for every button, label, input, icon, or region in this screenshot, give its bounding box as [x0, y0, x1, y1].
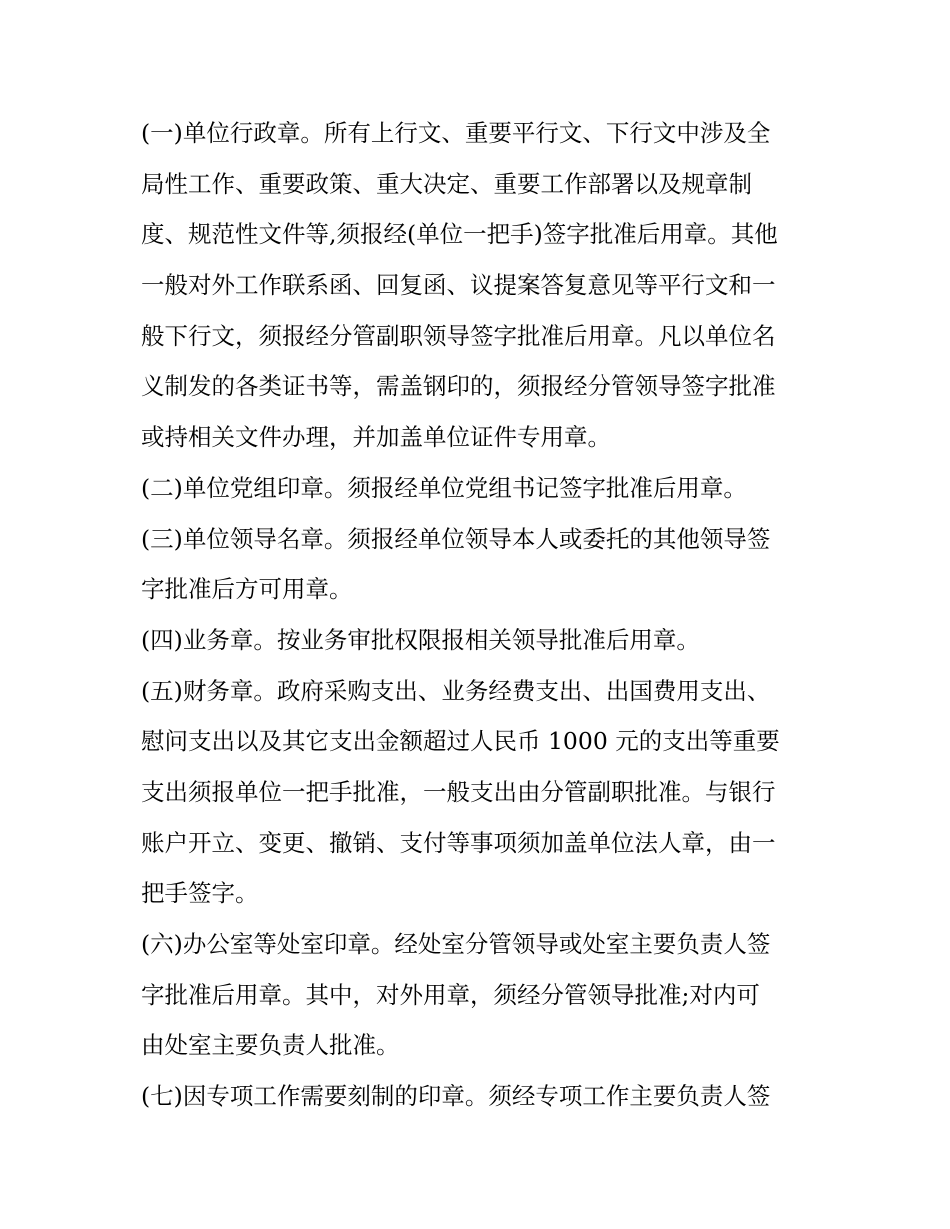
text-line: (七)因专项工作需要刻制的印章。须经专项工作主要负责人签 — [141, 1082, 771, 1111]
text-line: (三)单位领导名章。须报经单位领导本人或委托的其他领导签 — [141, 524, 771, 553]
text-line: 般下行文，须报经分管副职领导签字批准后用章。凡以单位名 — [141, 321, 776, 350]
text-line: (五)财务章。政府采购支出、业务经费支出、出国费用支出、 — [141, 676, 771, 705]
text-line: (一)单位行政章。所有上行文、重要平行文、下行文中涉及全 — [141, 119, 771, 147]
text-line: 慰问支出以及其它支出金额超过人民币 1000 元的支出等重要 — [141, 727, 780, 756]
text-line: 局性工作、重要政策、重大决定、重要工作部署以及规章制 — [141, 169, 752, 198]
text-line: 或持相关文件办理，并加盖单位证件专用章。 — [141, 423, 611, 452]
text-line: 由处室主要负责人批准。 — [141, 1031, 400, 1060]
text-line: 一般对外工作联系函、回复函、议提案答复意见等平行文和一 — [141, 271, 776, 300]
text-line: 字批准后方可用章。 — [141, 575, 353, 604]
text-line: 把手签字。 — [141, 879, 259, 908]
text-line: 账户开立、变更、撤销、支付等事项须加盖单位法人章，由一 — [141, 828, 776, 857]
text-line: 支出须报单位一把手批准，一般支出由分管副职批准。与银行 — [141, 777, 776, 806]
text-line: (四)业务章。按业务审批权限报相关领导批准后用章。 — [141, 625, 700, 654]
text-line: 字批准后用章。其中，对外用章，须经分管领导批准;对内可 — [141, 980, 760, 1009]
text-line: (六)办公室等处室印章。经处室分管领导或处室主要负责人签 — [141, 930, 771, 958]
document-body — [141, 108, 813, 1122]
text-line: (二)单位党组印章。须报经单位党组书记签字批准后用章。 — [141, 473, 747, 502]
text-line: 义制发的各类证书等，需盖钢印的，须报经分管领导签字批准 — [141, 372, 776, 401]
text-line: 度、规范性文件等,须报经(单位一把手)签字批准后用章。其他 — [141, 220, 778, 249]
